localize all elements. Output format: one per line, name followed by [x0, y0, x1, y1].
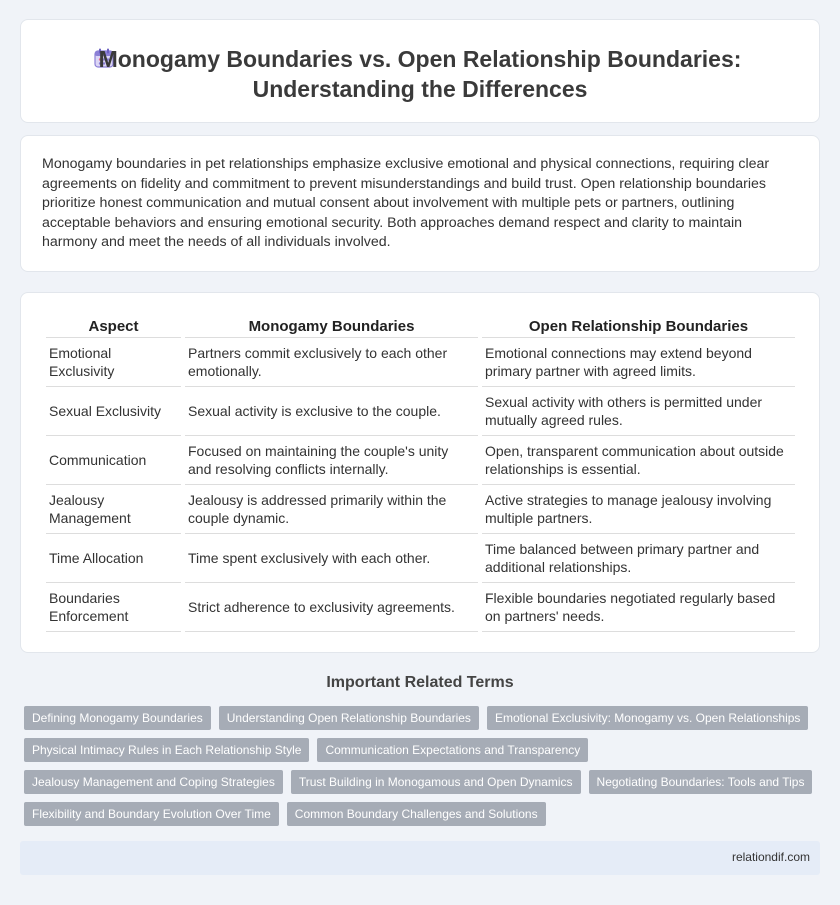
cell-monogamy: Focused on maintaining the couple's unity and resolving conflicts internally. [185, 436, 478, 485]
table-row [46, 485, 795, 534]
tag-row [24, 770, 814, 794]
related-term-tag[interactable]: Emotional Exclusivity: Monogamy vs. Open Relationships [487, 706, 808, 730]
footer [20, 841, 820, 875]
cell-open: Open, transparent communication about outside relationships is essential. [482, 436, 795, 485]
cell-open: Flexible boundaries negotiated regularly based on partners' needs. [482, 583, 795, 632]
cell-aspect: Sexual Exclusivity [46, 387, 181, 436]
tag-row [24, 706, 814, 730]
related-term-tag[interactable]: Negotiating Boundaries: Tools and Tips [589, 770, 813, 794]
related-term-tag[interactable]: Defining Monogamy Boundaries [24, 706, 211, 730]
table-row [46, 338, 795, 387]
related-terms-list [24, 706, 814, 834]
page-title-line1: Monogamy Boundaries vs. Open Relationship Boundaries: [98, 46, 742, 72]
table-row [46, 583, 795, 632]
header-monogamy: Monogamy Boundaries [185, 316, 478, 338]
cell-open: Time balanced between primary partner and additional relationships. [482, 534, 795, 583]
page-title-line2: Understanding the Differences [252, 76, 588, 102]
cell-monogamy: Time spent exclusively with each other. [185, 534, 478, 583]
cell-monogamy: Jealousy is addressed primarily within the couple dynamic. [185, 485, 478, 534]
cell-open: Sexual activity with others is permitted under mutually agreed rules. [482, 387, 795, 436]
intro-card [20, 135, 820, 272]
cell-aspect: Emotional Exclusivity [46, 338, 181, 387]
table-header-row [46, 316, 795, 338]
cell-aspect: Time Allocation [46, 534, 181, 583]
footer-site-link[interactable]: relationdif.com [731, 850, 810, 864]
related-term-tag[interactable]: Understanding Open Relationship Boundaries [219, 706, 479, 730]
header-open: Open Relationship Boundaries [482, 316, 795, 338]
related-terms-title: Important Related Terms [326, 674, 514, 691]
header-aspect: Aspect [46, 316, 181, 338]
related-term-tag[interactable]: Trust Building in Monogamous and Open Dynamics [291, 770, 581, 794]
comparison-card [20, 292, 820, 653]
comparison-table [42, 316, 799, 632]
related-term-tag[interactable]: Flexibility and Boundary Evolution Over Time [24, 802, 279, 826]
cell-aspect: Boundaries Enforcement [46, 583, 181, 632]
cell-monogamy: Strict adherence to exclusivity agreements. [185, 583, 478, 632]
related-term-tag[interactable]: Common Boundary Challenges and Solutions [287, 802, 546, 826]
table-row [46, 436, 795, 485]
table-row [46, 534, 795, 583]
cell-monogamy: Partners commit exclusively to each other emotionally. [185, 338, 478, 387]
table-row [46, 387, 795, 436]
related-term-tag[interactable]: Physical Intimacy Rules in Each Relationship Style [24, 738, 309, 762]
tag-row [24, 738, 814, 762]
intro-paragraph: Monogamy boundaries in pet relationships emphasize exclusive emotional and physical connections, requiring clear agreements on fidelity and commitment to prevent misunderstandings and build trust. Open relationship boundaries prioritize honest communication and mutual consent about involvement with multiple pets or partners, outlining acceptable behaviors and ensuring emotional security. Both approaches demand respect and clarity to maintain harmony and meet the needs of all individuals involved. [42, 156, 770, 250]
cell-monogamy: Sexual activity is exclusive to the couple. [185, 387, 478, 436]
cell-aspect: Jealousy Management [46, 485, 181, 534]
cell-open: Active strategies to manage jealousy involving multiple partners. [482, 485, 795, 534]
cell-aspect: Communication [46, 436, 181, 485]
page-title [21, 44, 819, 104]
related-term-tag[interactable]: Jealousy Management and Coping Strategies [24, 770, 283, 794]
related-term-tag[interactable]: Communication Expectations and Transparency [317, 738, 588, 762]
tag-row [24, 802, 814, 826]
cell-open: Emotional connections may extend beyond primary partner with agreed limits. [482, 338, 795, 387]
header-card [20, 19, 820, 123]
